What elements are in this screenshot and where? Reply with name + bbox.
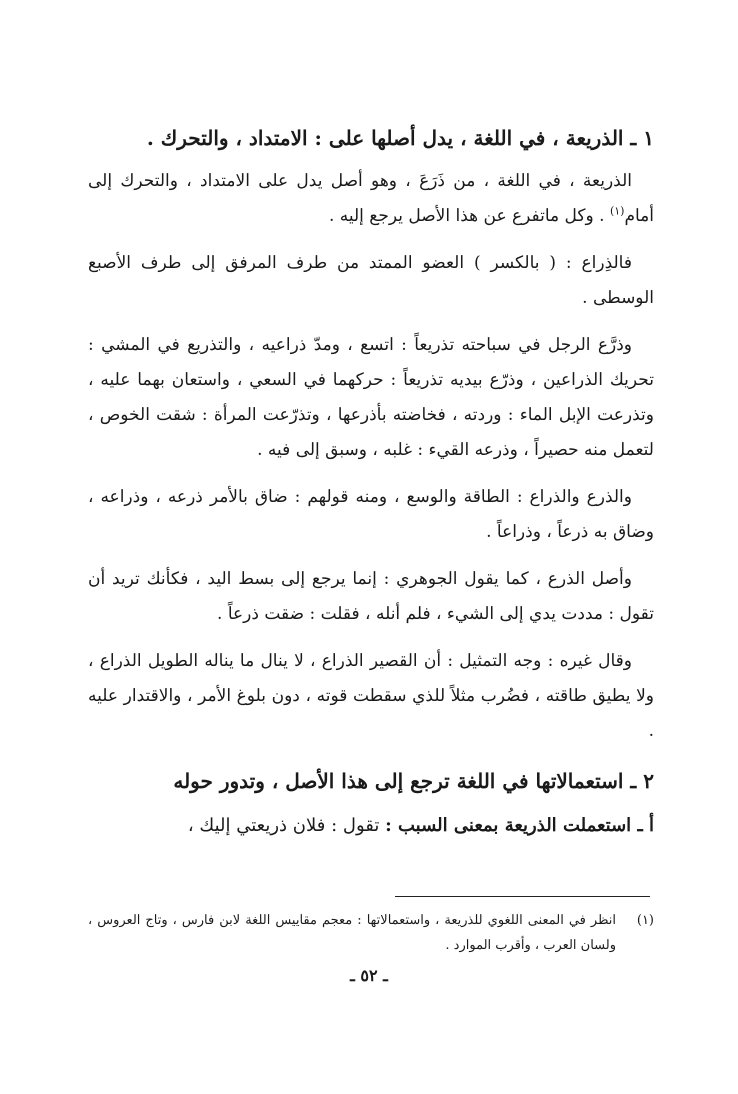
paragraph-6: وقال غيره : وجه التمثيل : أن القصير الذراع ، لا ينال ما يناله الطويل الذراع ، ولا يطيق طاقته ، فضُرب مثلاً للذي سقطت قوته ، دون بلوغ الأمر ، والاقتدار عليه . — [88, 651, 654, 741]
footnote-reference[interactable]: (١) — [609, 204, 625, 218]
subsection-a-text: تقول : فلان ذريعتي إليك ، — [187, 815, 386, 836]
footnote-text: انظر في المعنى اللغوي للذريعة ، واستعمالاتها : معجم مقاييس اللغة لابن فارس ، وتاج العروس ، ولسان العرب ، وأقرب الموارد . — [88, 913, 616, 953]
paragraph-5: وأصل الذرع ، كما يقول الجوهري : إنما يرجع إلى بسط اليد ، فكأنك تريد أن تقول : مددت يدي إلى الشيء ، فلم أنله ، فقلت : ضقت ذرعاً . — [88, 569, 654, 624]
page-number: ـ ٥٢ ـ — [350, 966, 388, 985]
footnote — [88, 908, 654, 958]
paragraph-4: والذرع والذراع : الطاقة والوسع ، ومنه قولهم : ضاق بالأمر ذرعه ، وذراعه ، وضاق به ذرعاً ، وذراعاً . — [88, 487, 654, 542]
paragraph-3: وذرَّع الرجل في سباحته تذريعاً : اتسع ، ومدّ ذراعيه ، والتذريع في المشي : تحريك الذراعين ، وذرّع بيديه تذريعاً : حركهما في السعي ، واستعان بهما عليه ، وتذرعت الإبل الماء : وردته ، فخاضته بأذرعها ، وتذرّعت المرأة : شقت الخوص ، لتعمل منه حصيراً ، وذرعه القيء : غلبه ، وسبق إلى فيه . — [88, 335, 654, 460]
footnote-number: (١) — [636, 913, 654, 928]
subsection-a-lead: أ ـ استعملت الذريعة بمعنى السبب : — [385, 815, 654, 836]
footnote-divider — [395, 896, 650, 897]
section-heading-2: ٢ ـ استعمالاتها في اللغة ترجع إلى هذا الأصل ، وتدور حوله — [173, 769, 654, 793]
paragraph-2: فالذِراع : ( بالكسر ) العضو الممتد من طرف المرفق إلى طرف الأصبع الوسطى . — [88, 253, 654, 308]
subsection-a — [88, 807, 654, 845]
section-heading-1: ١ ـ الذريعة ، في اللغة ، يدل أصلها على : الامتداد ، والتحرك . — [146, 126, 654, 150]
page-body — [88, 118, 654, 845]
paragraph-1-text: الذريعة ، في اللغة ، من ذَرَعَ ، وهو أصل يدل على الامتداد ، والتحرك إلى أمام — [88, 171, 654, 226]
paragraph-1-text-after: . وكل ماتفرع عن هذا الأصل يرجع إليه . — [328, 206, 610, 226]
paragraph-1 — [88, 164, 654, 234]
